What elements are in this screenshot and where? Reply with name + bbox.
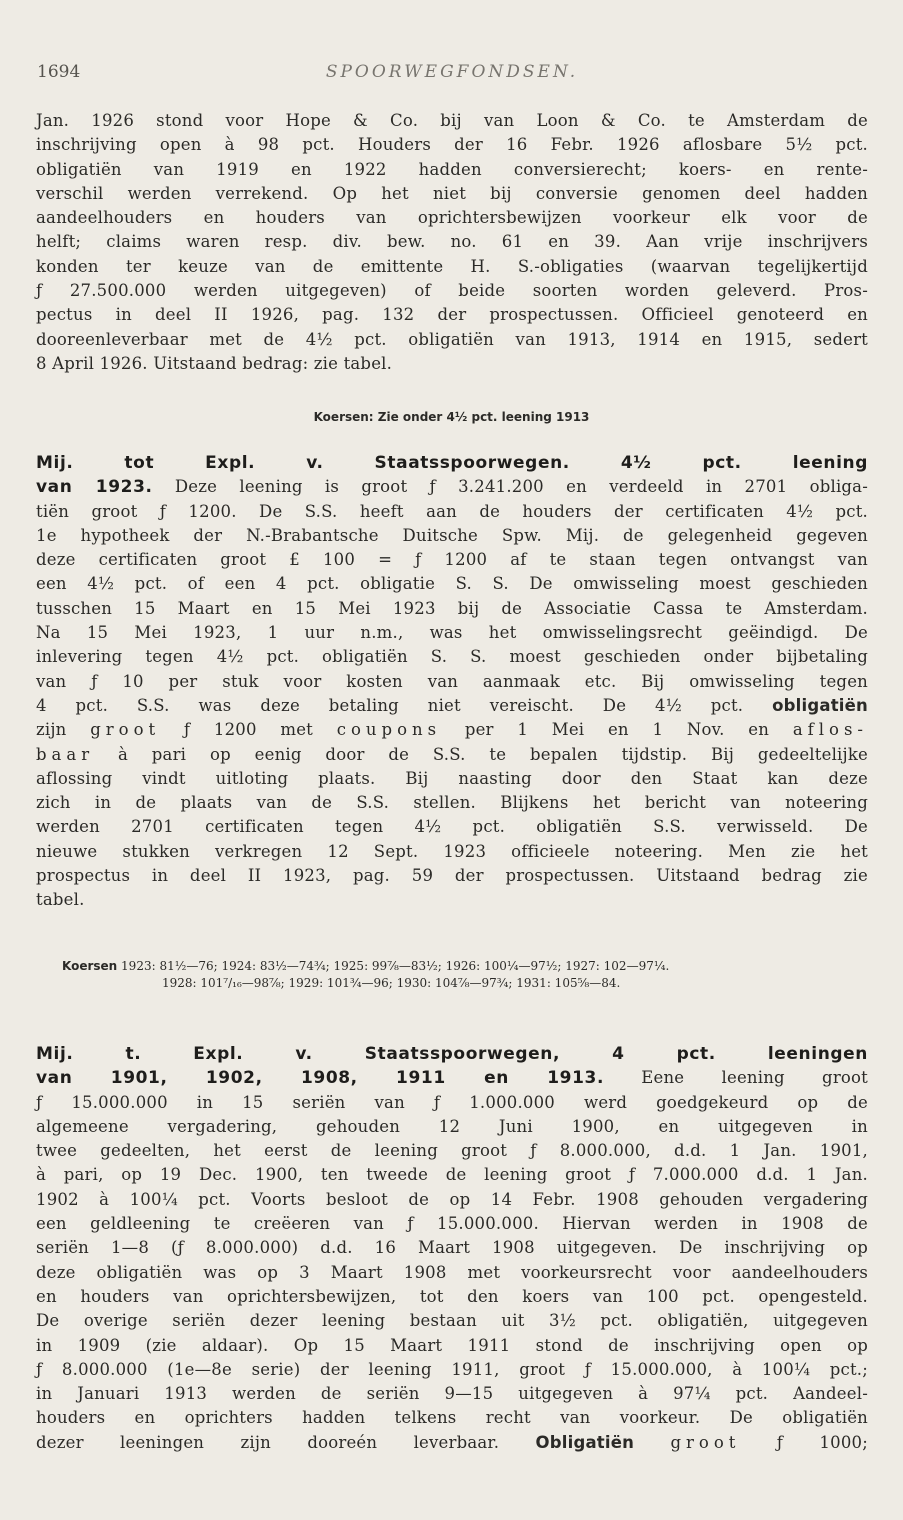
text-line: ƒ 27.500.000 werden uitgegeven) of beide soorten worden geleverd. Pros- [36,281,868,301]
text-line: van ƒ 10 per stuk voor kosten van aanmaak etc. Bij omwisseling tegen [36,671,868,691]
text-line: inlevering tegen 4½ pct. obligatiën S. S. moest geschieden onder bijbetaling [36,647,868,667]
text-line: een 4½ pct. of een 4 pct. obligatie S. S. De omwisseling moest geschieden [36,574,868,594]
spaced-term: groot [90,720,161,740]
text-line [36,743,868,767]
spaced-term: aflos- [792,720,869,740]
text-fragment: ƒ 1000; [776,1432,868,1452]
text-line: in 1909 (zie aldaar). Op 15 Maart 1911 stond de inschrijving open op [36,1335,868,1355]
text-line: ƒ 8.000.000 (1e—8e serie) der leening 1911, groot ƒ 15.000.000, à 100¼ pct.; [36,1359,868,1379]
text-line [36,475,868,499]
section-heading: Mij. tot Expl. v. Staatsspoorwegen. 4½ pct. leening [36,453,868,473]
text-line: 8 April 1926. Uitstaand bedrag: zie tabel. [36,353,393,373]
text-fragment: ƒ 1200 met [183,720,314,740]
text-line: en houders van oprichtersbewijzen, tot den koers van 100 pct. opengesteld. [36,1286,868,1306]
running-head: SPOORWEGFONDSEN. [325,62,579,82]
text-fragment: Eene leening groot [641,1068,869,1088]
section-heading: Mij. t. Expl. v. Staatsspoorwegen, 4 pct. leeningen [36,1044,868,1064]
text-line: werden 2701 certificaten tegen 4½ pct. obligatiën S.S. verwisseld. De [36,817,868,837]
text-line: helft; claims waren resp. div. bew. no. 61 en 39. Aan vrije inschrijvers [36,232,868,252]
koersen-table [62,958,862,992]
text-line [36,1431,868,1455]
text-line: algemeene vergadering, gehouden 12 Juni 1900, en uitgegeven in [36,1116,868,1136]
text-fragment: zijn [36,720,67,740]
text-line: zich in de plaats van de S.S. stellen. Blijkens het bericht van noteering [36,793,868,813]
koersen-line [62,958,862,975]
text-line: nieuwe stukken verkregen 12 Sept. 1923 officieele noteering. Men zie het [36,841,868,861]
text-line: tabel. [36,890,85,910]
text-line: dooreenleverbaar met de 4½ pct. obligatiën van 1913, 1914 en 1915, sedert [36,329,868,349]
text-line: 1e hypotheek der N.-Brabantsche Duitsche Spw. Mij. de gelegenheid gegeven [36,525,868,545]
page-header [37,62,867,88]
text-line: verschil werden verrekend. Op het niet bij conversie genomen deel hadden [36,183,868,203]
text-line: tusschen 15 Maart en 15 Mei 1923 bij de Associatie Cassa te Amsterdam. [36,598,868,618]
text-line: deze obligatiën was op 3 Maart 1908 met voorkeursrecht voor aandeelhouders [36,1262,868,1282]
text-line [36,1066,868,1090]
text-fragment: 4 pct. S.S. was deze betaling niet vereischt. De 4½ pct. [36,695,744,715]
spaced-term: baar [36,744,95,764]
text-line: in Januari 1913 werden de seriën 9—15 uitgegeven à 97¼ pct. Aandeel- [36,1384,868,1404]
text-fragment: Deze leening is groot ƒ 3.241.200 en verdeeld in 2701 obliga- [174,477,868,497]
bold-term: Obligatiën [535,1432,635,1452]
section-1923-loan [36,451,868,913]
text-line: ƒ 15.000.000 in 15 seriën van ƒ 1.000.000 werd goedgekeurd op de [36,1092,868,1112]
text-line [36,694,868,718]
section-heading-cont: van 1923. [36,477,153,498]
text-line: inschrijving open à 98 pct. Houders der 16 Febr. 1926 aflosbare 5½ pct. [36,135,868,155]
text-line: à pari, op 19 Dec. 1900, ten tweede de leening groot ƒ 7.000.000 d.d. 1 Jan. [36,1165,868,1185]
text-line: aandeelhouders en houders van oprichtersbewijzen voorkeur elk voor de [36,208,868,228]
koersen-line: 1928: 101⁷/₁₆—98⅞; 1929: 101¾—96; 1930: 104⅞—97¾; 1931: 105⅝—84. [162,976,621,990]
spaced-term: groot [670,1432,741,1452]
text-line: 1902 à 100¼ pct. Voorts besloot de op 14 Febr. 1908 gehouden vergadering [36,1189,868,1209]
text-line: tiën groot ƒ 1200. De S.S. heeft aan de houders der certificaten 4½ pct. [36,501,868,521]
text-fragment: à pari op eenig door de S.S. te bepalen tijdstip. Bij gedeeltelijke [117,744,868,764]
text-line: een geldleening te creëeren van ƒ 15.000.000. Hiervan werden in 1908 de [36,1214,868,1234]
text-line: konden ter keuze van de emittente H. S.-obligaties (waarvan tegelijkertijd [36,256,868,276]
text-fragment: per 1 Mei en 1 Nov. en [464,720,770,740]
spaced-term: coupons [336,720,442,740]
text-line: seriën 1—8 (ƒ 8.000.000) d.d. 16 Maart 1908 uitgegeven. De inschrijving op [36,1238,868,1258]
text-line [36,718,868,742]
text-line: De overige seriën dezer leening bestaan uit 3½ pct. obligatiën, uitgegeven [36,1311,868,1331]
text-line: obligatiën van 1919 en 1922 hadden conversierecht; koers- en rente- [36,159,868,179]
text-fragment: dezer leeningen zijn dooreén leverbaar. [36,1432,500,1452]
text-line: Na 15 Mei 1923, 1 uur n.m., was het omwisselingsrecht geëindigd. De [36,623,868,643]
section-heading-cont: van 1901, 1902, 1908, 1911 en 1913. [36,1068,605,1089]
text-line: Jan. 1926 stond voor Hope & Co. bij van Loon & Co. te Amsterdam de [36,111,868,130]
paragraph-continuation [36,109,868,376]
text-line: prospectus in deel II 1923, pag. 59 der prospectussen. Uitstaand bedrag zie [36,866,868,886]
text-line: twee gedeelten, het eerst de leening groot ƒ 8.000.000, d.d. 1 Jan. 1901, [36,1141,868,1161]
text-line: deze certificaten groot £ 100 = ƒ 1200 af te staan tegen ontvangst van [36,550,868,570]
koersen-values: 1923: 81½—76; 1924: 83½—74¾; 1925: 99⅞—83½; 1926: 100¼—97½; 1927: 102—97¼. [121,959,670,973]
text-line: houders en oprichters hadden telkens recht van voorkeur. De obligatiën [36,1408,868,1428]
koersen-reference: Koersen: Zie onder 4½ pct. leening 1913 [313,410,590,424]
section-1901-1913-loans [36,1042,868,1455]
page-number: 1694 [37,62,81,82]
text-line: aflossing vindt uitloting plaats. Bij naasting door den Staat kan deze [36,768,868,788]
bold-term: obligatiën [772,695,868,715]
text-line: pectus in deel II 1926, pag. 132 der prospectussen. Officieel genoteerd en [36,305,868,325]
koersen-label: Koersen [62,959,118,973]
